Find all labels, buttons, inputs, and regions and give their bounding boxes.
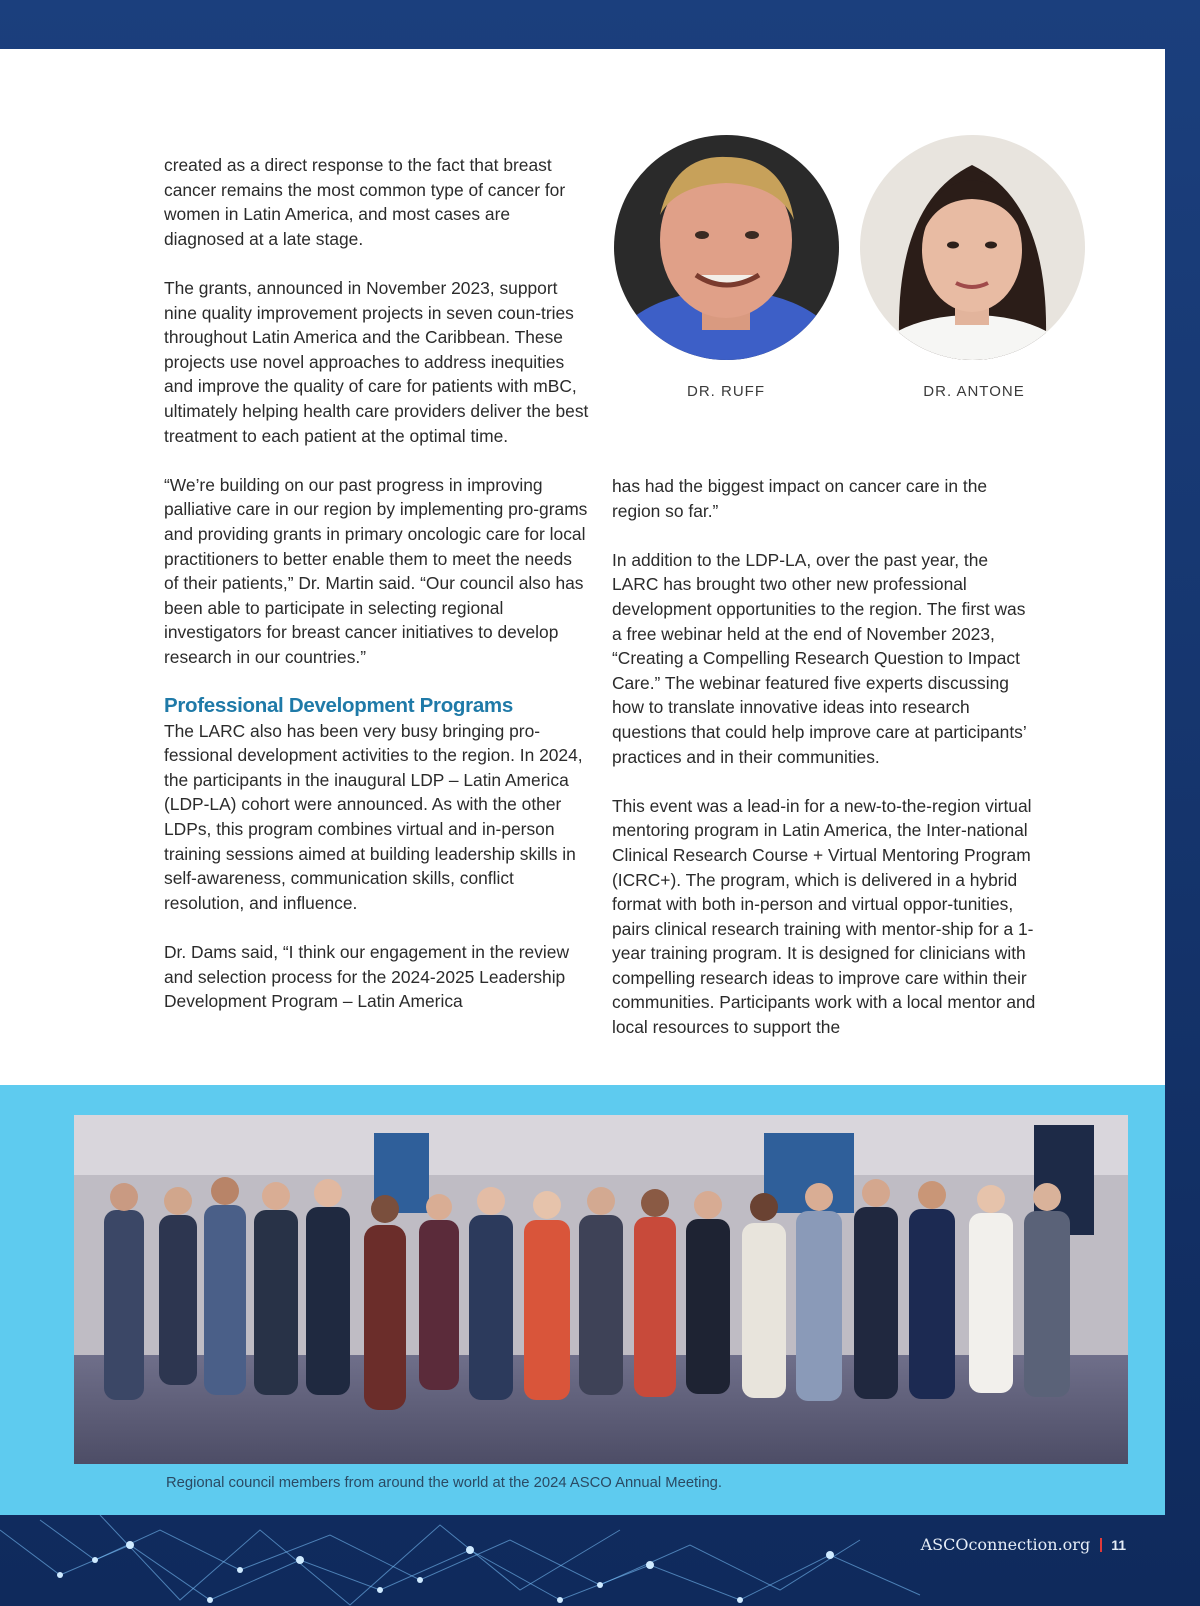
page-number: 11 [1111, 1536, 1126, 1553]
paragraph: has had the biggest impact on cancer care in the region so far.” [612, 476, 988, 521]
article-left-column [164, 153, 589, 1014]
footer-separator [1100, 1538, 1102, 1552]
paragraph: created as a direct response to the fact that breast cancer remains the most common type of cancer for women in Latin America, and most cases are diagnosed at a late stage. [164, 155, 566, 249]
paragraph: This event was a lead-in for a new-to-the-region virtual mentoring program in Latin America, the Inter-national Clinical Research Course + Virtual Mentoring Program (ICRC+). The program, which is delivered in a hybrid format with both in-person and virtual oppor-tunities, pairs clinical research training with mentor-ship for a 1-year training program. It is designed for clinicians with compelling research ideas to improve care within their communities. Participants work with a local mentor and local resources to support the [612, 795, 1036, 1038]
article-right-column [612, 474, 1037, 1040]
paragraph: Dr. Dams said, “I think our engagement in the review and selection process for the 2024-2025 Leadership Development Program – Latin America [164, 942, 570, 1012]
dr-antone-portrait [860, 135, 1085, 360]
dr-ruff-portrait [614, 135, 839, 360]
paragraph: The grants, announced in November 2023, support nine quality improvement projects in seven coun-tries throughout Latin America and the Caribbean. These projects use novel approaches to address inequities and improve the quality of care for patients with mBC, ultimately helping health care providers deliver the best treatment to each patient at the optimal time. [164, 277, 589, 446]
dr-antone-label: DR. ANTONE [923, 383, 1025, 400]
dr-ruff-label: DR. RUFF [687, 383, 765, 400]
photo-caption: Regional council members from around the world at the 2024 ASCO Annual Meeting. [166, 1475, 723, 1491]
footer-site-link[interactable]: ASCOconnection.org [920, 1535, 1091, 1554]
paragraph: The LARC also has been very busy bringing pro-fessional development activities to the region. In 2024, the participants in the inaugural LDP – Latin America (LDP-LA) cohort were announced. As with the other LDPs, this program combines virtual and in-person training sessions aimed at building leadership skills in self-awareness, communication skills, conflict resolution, and influence. [164, 720, 583, 913]
group-photo [74, 1115, 1128, 1464]
section-heading: Professional Development Programs [164, 694, 513, 718]
page-footer [921, 1535, 1126, 1554]
paragraph: In addition to the LDP-LA, over the past year, the LARC has brought two other new professional development opportunities to the region. The first was a free webinar held at the end of November 2023, “Creating a Compelling Research Question to Impact Care.” The webinar featured five experts discussing how to translate innovative ideas into research questions that could help improve care at participants’ practices and in their communities. [612, 549, 1027, 767]
paragraph: “We’re building on our past progress in improving palliative care in our region by implementing pro-grams and providing grants in primary oncologic care for local practitioners to better enable them to meet the needs of their patients,” Dr. Martin said. “Our council also has been able to participate in selecting regional investigators for breast cancer initiatives to develop research in our countries.” [164, 474, 588, 667]
